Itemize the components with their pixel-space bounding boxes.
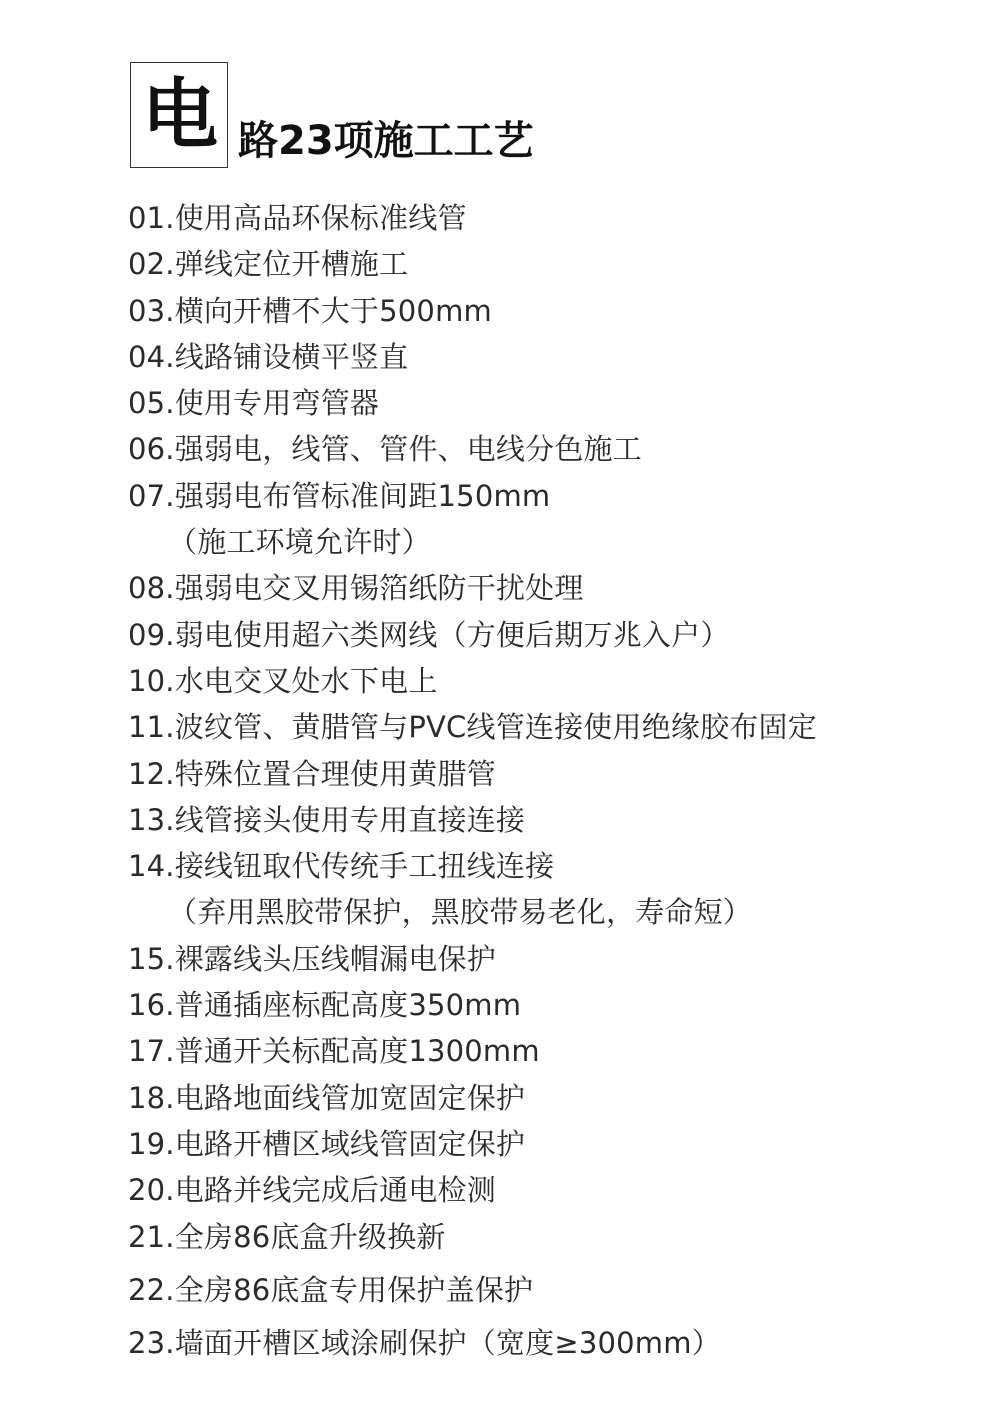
list-item: 20.电路并线完成后通电检测 — [128, 1173, 496, 1208]
list-item: 06.强弱电，线管、管件、电线分色施工 — [128, 432, 642, 467]
list-item: 03.横向开槽不大于500mm — [128, 293, 492, 328]
list-item-continuation: （弃用黑胶带保护，黑胶带易老化，寿命短） — [168, 895, 753, 930]
list-item: 17.普通开关标配高度1300mm — [128, 1034, 540, 1069]
list-item: 21.全房86底盒升级换新 — [128, 1219, 446, 1254]
list-item: 08.强弱电交叉用锡箔纸防干扰处理 — [128, 571, 584, 606]
list-item: 07.强弱电布管标准间距150mm — [128, 478, 551, 513]
list-item: 22.全房86底盒专用保护盖保护 — [128, 1272, 534, 1307]
list-item: 05.使用专用弯管器 — [128, 386, 380, 421]
title-boxed-character: 电 — [142, 70, 218, 159]
list-item: 13.线管接头使用专用直接连接 — [128, 802, 526, 837]
list-item: 01.使用高品环保标准线管 — [128, 201, 467, 235]
list-item: 23.墙面开槽区域涂刷保护（宽度≥300mm） — [128, 1326, 721, 1361]
page-title: 路23项施工工艺 — [238, 118, 534, 164]
list-item: 15.裸露线头压线帽漏电保护 — [128, 941, 496, 976]
list-item: 04.线路铺设横平竖直 — [128, 339, 409, 374]
list-item: 14.接线钮取代传统手工扭线连接 — [128, 849, 555, 884]
list-item: 12.特殊位置合理使用黄腊管 — [128, 756, 496, 791]
process-list — [128, 195, 988, 1366]
list-item: 09.弱电使用超六类网线（方便后期万兆入户） — [128, 617, 730, 652]
list-item-continuation: （施工环境允许时） — [168, 525, 431, 560]
list-item: 16.普通插座标配高度350mm — [128, 988, 522, 1023]
list-item: 02.弹线定位开槽施工 — [128, 247, 409, 282]
list-item: 18.电路地面线管加宽固定保护 — [128, 1080, 526, 1115]
list-item: 19.电路开槽区域线管固定保护 — [128, 1126, 526, 1161]
list-item: 10.水电交叉处水下电上 — [128, 663, 438, 698]
list-item: 11.波纹管、黄腊管与PVC线管连接使用绝缘胶布固定 — [128, 710, 817, 745]
